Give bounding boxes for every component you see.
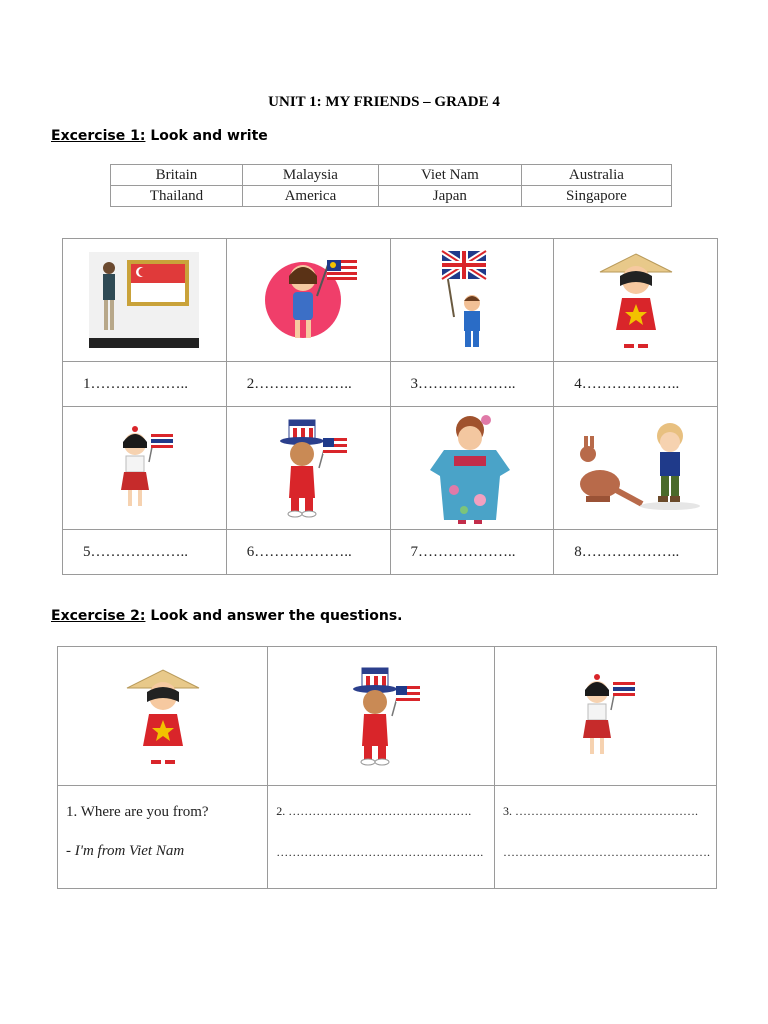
answer-1: - I'm from Viet Nam [66,843,185,859]
word-cell: Viet Nam [378,165,521,186]
picture-cell-5 [63,407,227,530]
picture-cell-7 [390,407,554,530]
blank-3[interactable]: 3……………….. [390,362,554,407]
word-bank-row [111,186,672,207]
word-cell: America [242,186,378,207]
answer-3[interactable]: ……………………………………………. [503,845,710,859]
girl-malaysia-flag-image [253,250,363,350]
blank-6[interactable]: 6……………….. [226,530,390,575]
boy-kangaroo-australia-image [566,418,706,518]
word-bank-row [111,165,672,186]
blank-5[interactable]: 5……………….. [63,530,227,575]
qa-cell-3 [495,786,717,889]
picture-cell-1 [63,239,227,362]
picture-row [63,239,718,362]
question-3[interactable]: 3. ………………………………………. [503,804,698,818]
word-cell: Japan [378,186,521,207]
exercise1-heading [51,128,268,144]
exercise1-instruction: Look and write [150,128,268,144]
word-cell: Singapore [521,186,671,207]
word-bank [110,164,672,207]
word-cell: Australia [521,165,671,186]
girl-kimono-japan-image [424,410,520,526]
exercise2-instruction: Look and answer the questions. [150,608,403,624]
question-2[interactable]: 2. ………………………………………. [276,804,472,818]
picture-cell-4 [554,239,718,362]
picture-cell-6 [226,407,390,530]
answer-row [63,530,718,575]
picture-cell-2 [226,239,390,362]
qa-cell-2 [268,786,495,889]
exercise1-label: Excercise 1: [51,128,146,144]
word-cell: Britain [111,165,243,186]
boy-singapore-flag-image [89,252,199,348]
blank-4[interactable]: 4……………….. [554,362,718,407]
girl-viet-nam-image [121,664,205,768]
page-title: UNIT 1: MY FRIENDS – GRADE 4 [268,94,500,110]
boy-america-hat-image [263,416,353,520]
ex2-picture-cell-3 [495,647,717,786]
word-cell: Thailand [111,186,243,207]
picture-row [63,407,718,530]
picture-cell-3 [390,239,554,362]
girl-thailand-flag-image [571,668,641,764]
exercise2-heading [51,608,403,624]
boy-america-hat-image [336,664,426,768]
picture-row [58,647,717,786]
exercise1-grid [62,238,718,575]
ex2-picture-cell-2 [268,647,495,786]
answer-row [63,362,718,407]
qa-row [58,786,717,889]
word-cell: Malaysia [242,165,378,186]
blank-8[interactable]: 8……………….. [554,530,718,575]
girl-viet-nam-image [594,248,678,352]
exercise2-label: Excercise 2: [51,608,146,624]
girl-thailand-flag-image [109,420,179,516]
exercise2-grid [57,646,717,889]
picture-cell-8 [554,407,718,530]
blank-2[interactable]: 2……………….. [226,362,390,407]
answer-2[interactable]: ……………………………………………. [276,845,484,859]
qa-cell-1 [58,786,268,889]
blank-1[interactable]: 1……………….. [63,362,227,407]
question-1: 1. Where are you from? [66,804,209,820]
boy-britain-flag-image [432,247,512,353]
blank-7[interactable]: 7……………….. [390,530,554,575]
ex2-picture-cell-1 [58,647,268,786]
